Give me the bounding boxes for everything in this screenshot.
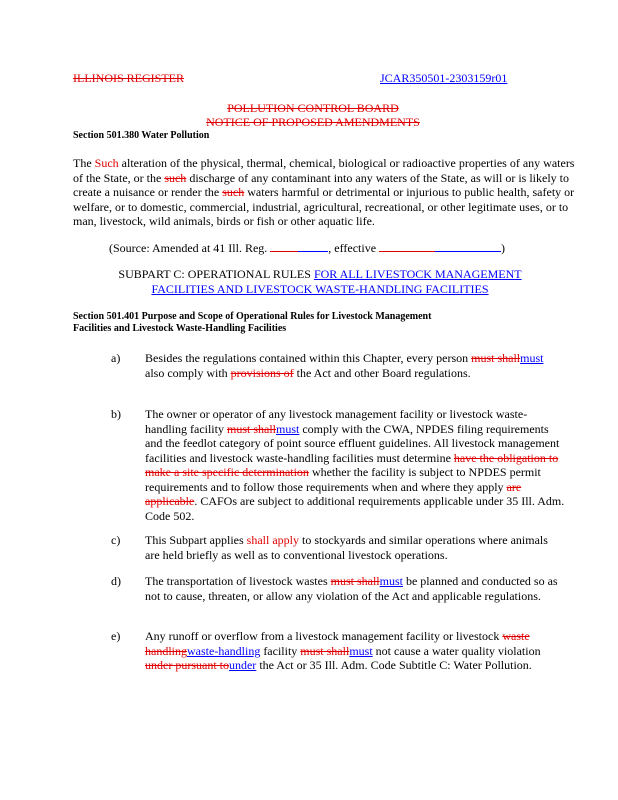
item-text	[145, 629, 565, 673]
text-run: SUBPART C: OPERATIONAL RULES	[118, 267, 314, 281]
register-header: ILLINOIS REGISTER	[73, 71, 184, 85]
text-run: The	[73, 156, 95, 170]
item-text	[145, 351, 565, 380]
agency-title: POLLUTION CONTROL BOARD	[227, 101, 399, 115]
deleted-blank	[379, 241, 435, 252]
text-run: waters harmful or detrimental or injurious to public health, safety or welfare, or to domestic, commercial, industrial, agricultural, recreational, or other legitimate uses, or to man, livestock, wild animals, birds or fish or other aquatic life.	[73, 185, 575, 228]
section-380-heading: Section 501.380 Water Pollution	[73, 130, 210, 141]
text-run: comply with the CWA, NPDES filing requirements and the feedlot category of point source effluent guidelines. All livestock management facilities and livestock waste-handling facilities must determine	[145, 421, 560, 465]
text-run: to stockyards and similar operations where animals are held briefly as well as to conventional livestock operations.	[145, 533, 548, 562]
item-text	[145, 407, 565, 523]
text-run: )	[501, 241, 506, 255]
deleted-text: must shall	[471, 351, 521, 365]
text-run: Any runoff or overflow from a livestock management facility or livestock	[145, 629, 503, 643]
notice-title: NOTICE OF PROPOSED AMENDMENTS	[206, 115, 420, 129]
item-label: e)	[111, 629, 121, 643]
section-401-heading: Section 501.401 Purpose and Scope of Operational Rules for Livestock Management	[73, 311, 432, 322]
item-label: d)	[111, 574, 121, 588]
deleted-text: such	[164, 170, 187, 185]
inserted-text: shall apply	[246, 533, 299, 547]
text-run: , effective	[328, 241, 380, 255]
deleted-text: provisions of	[230, 365, 294, 380]
text-run: alteration of the physical, thermal, chemical, biological or radioactive properties of any waters of the State, or the	[73, 156, 575, 185]
inserted-text: under	[228, 658, 257, 672]
text-run: the Act and other Board regulations.	[293, 365, 471, 380]
inserted-text: must	[349, 643, 373, 658]
text-run: not cause a water quality violation	[372, 643, 541, 658]
inserted-blank	[298, 241, 328, 252]
inserted-blank	[435, 241, 501, 252]
inserted-text: must	[520, 351, 544, 365]
deleted-text: must shall	[226, 421, 276, 436]
deleted-text: waste handling	[145, 629, 530, 658]
inserted-text: must	[276, 421, 300, 436]
item-label: a)	[111, 351, 121, 365]
deleted-blank	[270, 241, 298, 252]
jcar-code: JCAR350501-2303159r01	[380, 71, 508, 85]
deleted-text: must shall	[300, 643, 350, 658]
text-run: The transportation of livestock wastes	[145, 574, 331, 588]
inserted-text: Such	[94, 156, 119, 170]
item-text	[145, 533, 565, 562]
text-run: facility	[260, 643, 301, 658]
deleted-text: have the obligation to make a site specific determination	[145, 450, 559, 479]
subpart-heading	[100, 267, 540, 296]
inserted-text: FOR ALL LIVESTOCK MANAGEMENT FACILITIES AND LIVESTOCK WASTE-HANDLING FACILITIES	[151, 267, 522, 296]
text-run: the Act or 35 Ill. Adm. Code Subtitle C: Water Pollution.	[256, 658, 532, 672]
deleted-text: are applicable	[145, 479, 522, 508]
item-text	[145, 574, 565, 603]
source-note	[109, 241, 589, 255]
deleted-text: such	[222, 185, 245, 199]
text-run: discharge of any contaminant into any waters of the State, as will or is likely to create a nuisance or render the	[73, 170, 569, 199]
inserted-text: must	[379, 574, 403, 588]
section-380-body	[73, 156, 583, 229]
text-run: The owner or operator of any livestock management facility or livestock waste-handling facility	[145, 407, 528, 436]
text-run: also comply with	[145, 365, 231, 380]
text-run: (Source: Amended at 41 Ill. Reg.	[109, 241, 271, 255]
text-run: Besides the regulations contained within this Chapter, every person	[145, 351, 472, 365]
deleted-text: must shall	[330, 574, 380, 588]
section-401-heading-cont: Facilities and Livestock Waste-Handling Facilities	[73, 323, 287, 334]
text-run: whether the facility is subject to NPDES permit requirements and to follow those requirements when and where they apply	[145, 465, 541, 494]
text-run: This Subpart applies	[145, 533, 247, 547]
item-label: c)	[111, 533, 121, 547]
text-run: . CAFOs are subject to additional requirements applicable under 35 Ill. Adm. Code 502.	[145, 494, 565, 523]
inserted-text: waste-handling	[187, 643, 261, 658]
item-label: b)	[111, 407, 121, 421]
text-run: be planned and conducted so as not to cause, threaten, or allow any violation of the Act and applicable regulations.	[145, 574, 558, 603]
deleted-text: under pursuant to	[145, 658, 229, 672]
